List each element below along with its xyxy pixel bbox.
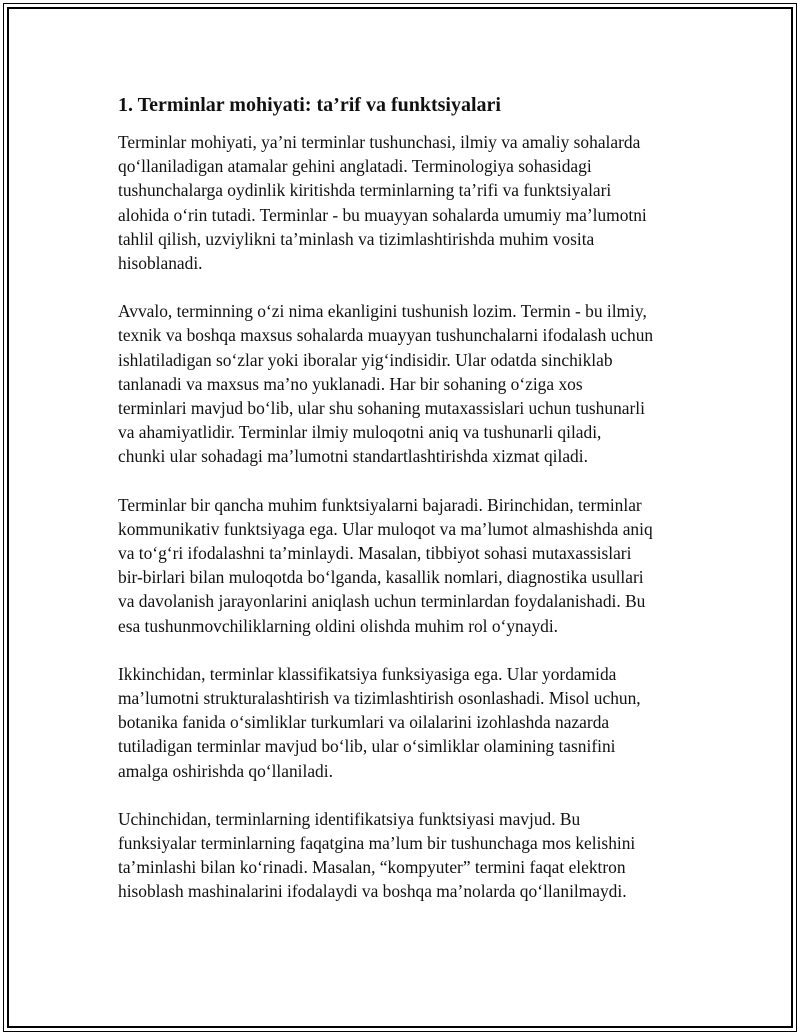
- text-line: Avvalo, terminning o‘zi nima ekanligini tushunish lozim. Termin - bu ilmiy,: [118, 301, 647, 322]
- text-line: Ikkinchidan, terminlar klassifikatsiya funksiyasiga ega. Ular yordamida: [118, 663, 617, 684]
- text-line: va ahamiyatlidir. Terminlar ilmiy muloqotni aniq va tushunarli qiladi,: [118, 422, 602, 443]
- text-line: botanika fanida o‘simliklar turkumlari va oilalarini izohlashda nazarda: [118, 712, 610, 733]
- text-line: Terminlar mohiyati, ya’ni terminlar tushunchasi, ilmiy va amaliy sohalarda: [118, 132, 641, 152]
- text-line: alohida o‘rin tutadi. Terminlar - bu muayyan sohalarda umumiy ma’lumotni: [118, 204, 647, 225]
- text-line: qo‘llaniladigan atamalar gehini anglatadi. Terminologiya sohasidagi: [118, 156, 592, 177]
- text-line: va davolanish jarayonlarini aniqlash uchun terminlardan foydalanishadi. Bu: [118, 591, 646, 612]
- text-line: tutiladigan terminlar mavjud bo‘lib, ular o‘simliklar olamining tasnifini: [118, 736, 616, 757]
- text-line: kommunikativ funktsiyaga ega. Ular muloqot va ma’lumot almashishda aniq: [118, 518, 653, 539]
- section-heading: 1. Terminlar mohiyati: ta’rif va funktsiyalari: [118, 94, 501, 116]
- paragraph: [118, 493, 690, 638]
- text-line: ishlatiladigan so‘zlar yoki iboralar yig‘indisidir. Ular odatda sinchiklab: [118, 349, 613, 370]
- document-body: [118, 92, 690, 928]
- text-line: chunki ular sohadagi ma’lumotni standartlashtirishda xizmat qiladi.: [118, 446, 588, 467]
- text-line: funksiyalar terminlarning faqatgina ma’lum bir tushunchaga mos kelishini: [118, 833, 636, 854]
- text-line: amalga oshirishda qo‘llaniladi.: [118, 760, 333, 781]
- text-line: tushunchalarga oydinlik kiritishda terminlarning ta’rifi va funktsiyalari: [118, 180, 612, 201]
- paragraph-list: [118, 130, 690, 904]
- paragraph: [118, 662, 690, 783]
- text-line: Terminlar bir qancha muhim funktsiyalarni bajaradi. Birinchidan, terminlar: [118, 494, 642, 515]
- text-line: va to‘g‘ri ifodalashni ta’minlaydi. Masalan, tibbiyot sohasi mutaxassislari: [118, 543, 632, 564]
- text-line: hisoblanadi.: [118, 253, 203, 274]
- text-line: bir-birlari bilan muloqotda bo‘lganda, kasallik nomlari, diagnostika usullari: [118, 567, 644, 588]
- text-line: hisoblash mashinalarini ifodalaydi va boshqa ma’nolarda qo‘llanilmaydi.: [118, 881, 627, 902]
- text-line: esa tushunmovchiliklarning oldini olishda muhim rol o‘ynaydi.: [118, 615, 559, 636]
- text-line: tahlil qilish, uzviylikni ta’minlash va tizimlashtirishda muhim vosita: [118, 228, 595, 249]
- text-line: Uchinchidan, terminlarning identifikatsiya funktsiyasi mavjud. Bu: [118, 808, 581, 829]
- paragraph: [118, 299, 690, 468]
- text-line: texnik va boshqa maxsus sohalarda muayyan tushunchalarni ifodalash uchun: [118, 325, 654, 346]
- text-line: terminlari mavjud bo‘lib, ular shu sohaning mutaxassislari uchun tushunarli: [118, 398, 645, 419]
- paragraph: [118, 130, 690, 275]
- paragraph: [118, 807, 690, 904]
- text-line: tanlanadi va maxsus ma’no yuklanadi. Har bir sohaning o‘ziga xos: [118, 373, 583, 394]
- text-line: ta’minlashi bilan ko‘rinadi. Masalan, “kompyuter” termini faqat elektron: [118, 857, 626, 878]
- text-line: ma’lumotni strukturalashtirish va tizimlashtirish osonlashadi. Misol uchun,: [118, 688, 641, 709]
